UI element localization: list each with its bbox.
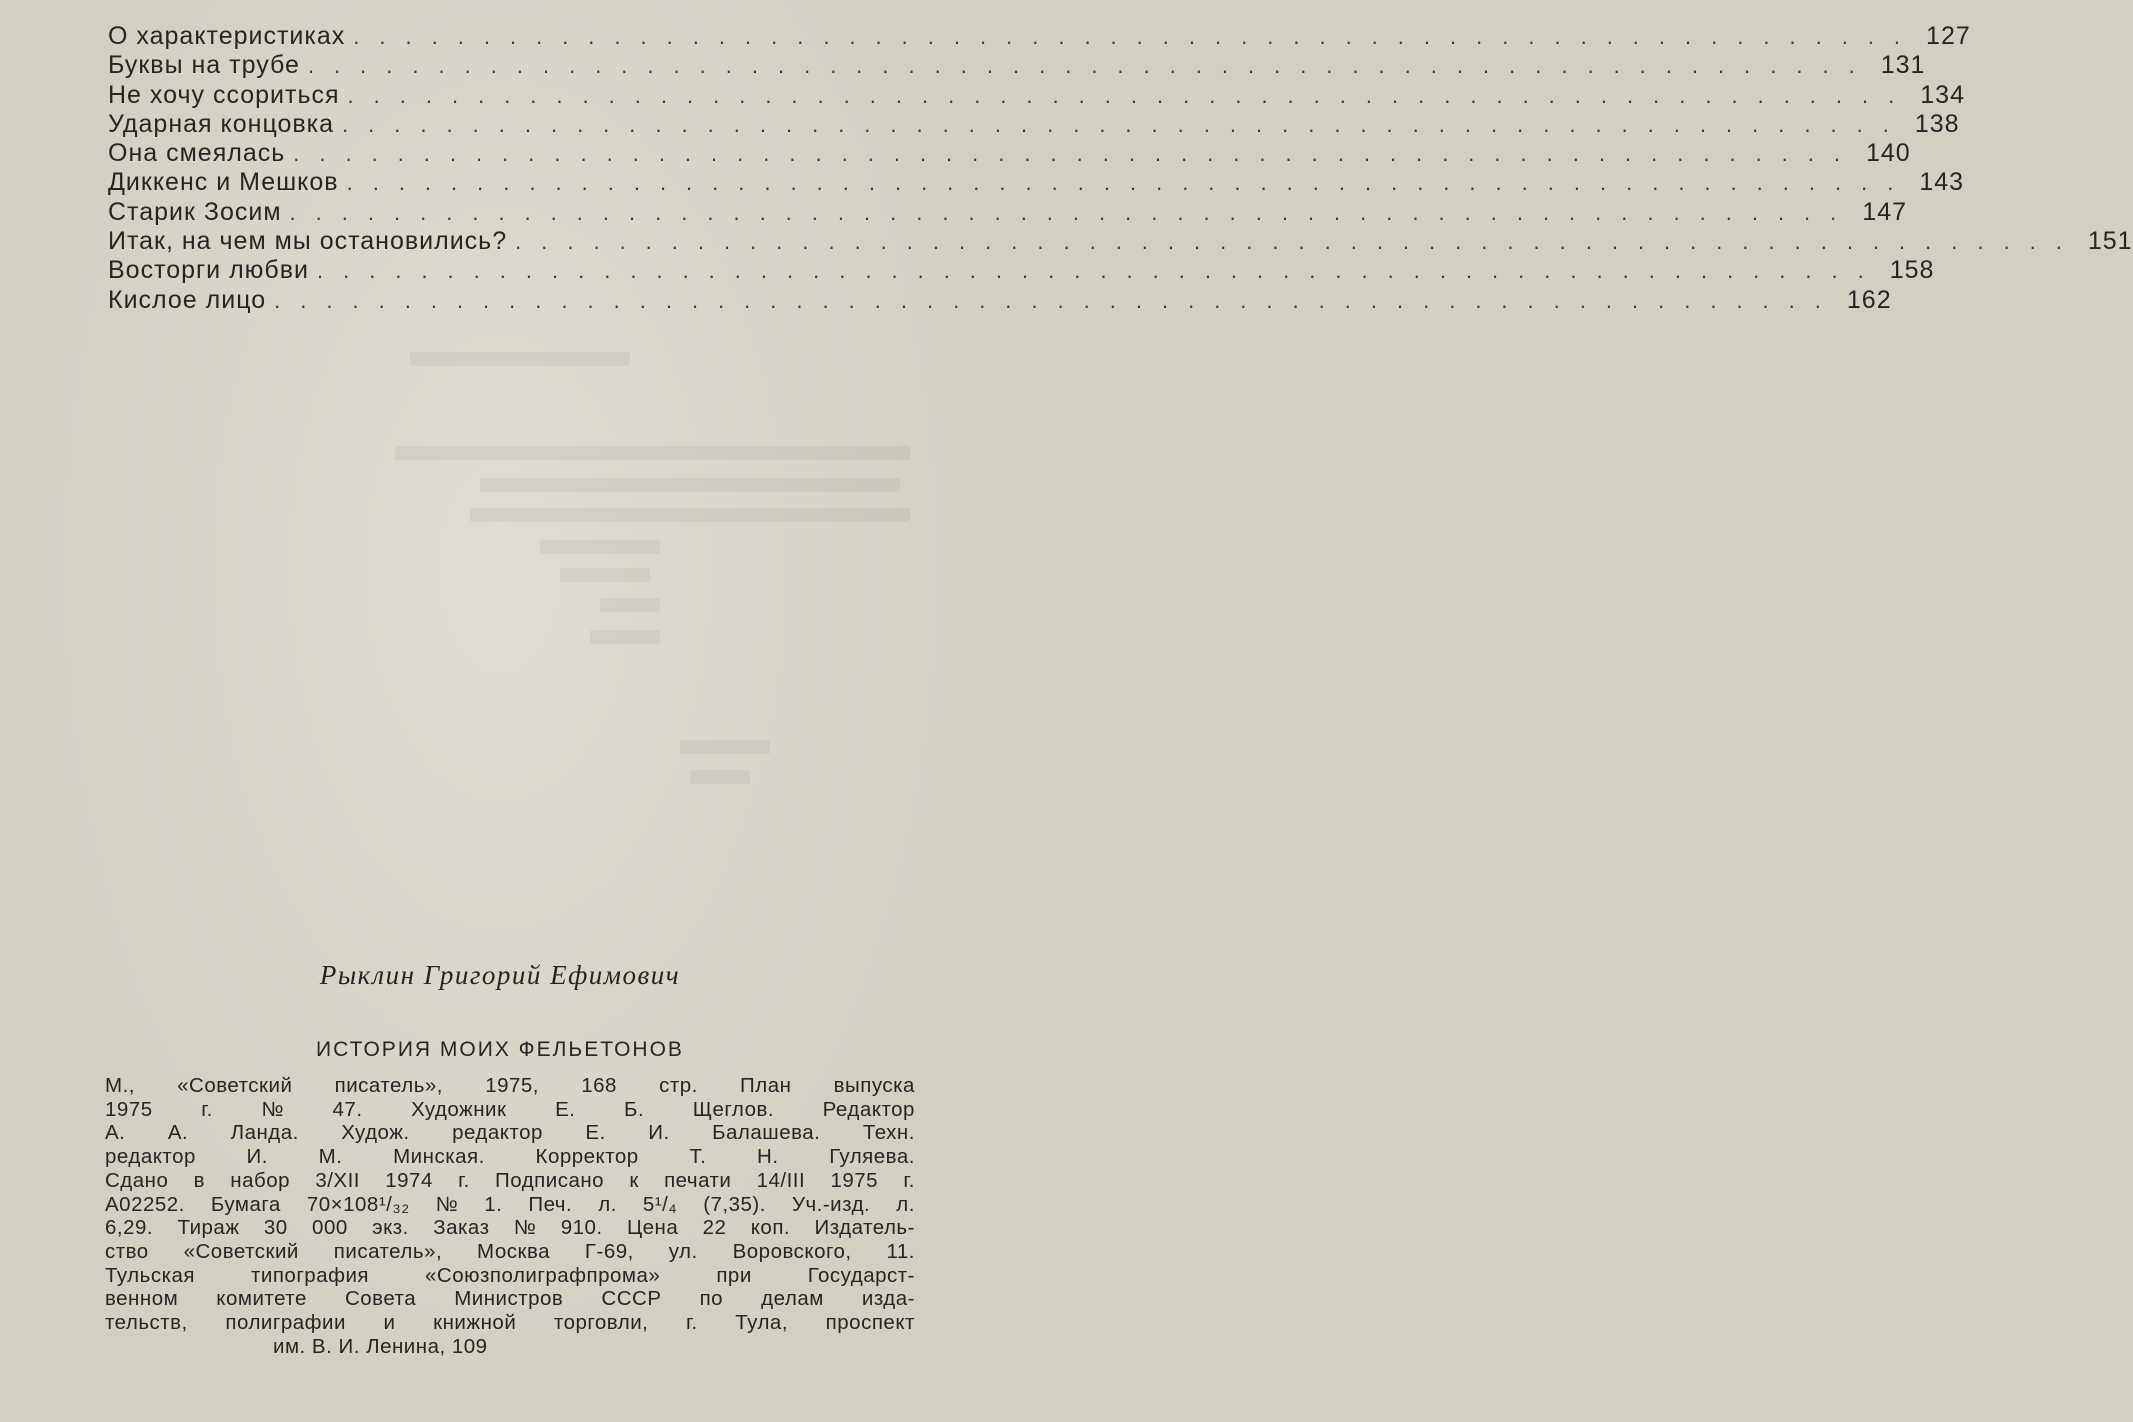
toc-entry-page: 131: [1880, 51, 1926, 80]
toc-entry-title: Восторги любви: [108, 256, 309, 285]
author-name: Рыклин Григорий Ефимович: [319, 960, 681, 990]
toc-leader-dots: ............................................................: [346, 170, 1914, 196]
toc-entry: [108, 80, 1965, 110]
toc-entry-title: Она смеялась: [108, 139, 286, 168]
toc-entry-title: О характеристиках: [108, 22, 346, 50]
toc-entry-title: Ударная концовка: [108, 109, 335, 138]
toc-entry-page: 134: [1920, 80, 1965, 109]
toc-leader-dots: ............................................................: [347, 82, 1915, 108]
imprint-line: А. А. Ланда. Худож. редактор Е. И. Балашева. Техн.: [105, 1121, 915, 1145]
toc-entry-page: 140: [1866, 139, 1911, 168]
toc-leader-dots: ............................................................: [342, 111, 1909, 137]
toc-entry-page: 158: [1889, 256, 1935, 285]
toc-entry-page: 127: [1926, 22, 1971, 50]
toc-entry-title: Кислое лицо: [108, 285, 267, 314]
toc-leader-dots: ............................................................: [274, 287, 1841, 313]
toc-entry: [108, 139, 1911, 168]
imprint-line: А02252. Бумага 70×108¹/₃₂ № 1. Печ. л. 5¹/₄ (7,35). Уч.-изд. л.: [105, 1192, 915, 1216]
toc-entry: [108, 51, 1926, 80]
toc-entry-title: Не хочу ссориться: [108, 80, 340, 109]
toc-entry: [108, 22, 1971, 51]
toc-entry-page: 138: [1914, 109, 1960, 138]
toc-entry: [108, 197, 1908, 227]
toc-leader-dots: ............................................................: [317, 258, 1884, 284]
imprint-line: ство «Советский писатель», Москва Г-69, ул. Воровского, 11.: [105, 1239, 915, 1263]
book-title: ИСТОРИЯ МОИХ ФЕЛЬЕТОНОВ: [316, 1038, 684, 1061]
toc-entry-title: Диккенс и Мешков: [108, 168, 339, 197]
toc-entry-page: 151: [2087, 227, 2133, 256]
toc-entry-title: Буквы на трубе: [108, 51, 300, 80]
toc-entry: [108, 109, 1960, 139]
toc-entry-page: 162: [1846, 285, 1892, 314]
imprint-line: венном комитете Совета Министров СССР по делам изда-: [105, 1287, 915, 1311]
imprint-line: Тульская типография «Союзполиграфпрома» при Государст-: [105, 1263, 915, 1287]
toc-entry: [108, 168, 1965, 197]
toc-entry: [108, 285, 1892, 315]
imprint-block: [105, 1074, 915, 1358]
toc-leader-dots: ............................................................: [293, 141, 1860, 167]
toc-leader-dots: ............................................................: [515, 229, 2082, 255]
toc-leader-dots: ............................................................: [307, 53, 1875, 79]
imprint-line: им. В. И. Ленина, 109: [273, 1334, 488, 1358]
toc-leader-dots: ............................................................: [289, 199, 1857, 225]
imprint-line: Сдано в набор 3/XII 1974 г. Подписано к печати 14/III 1975 г.: [105, 1168, 915, 1192]
toc-entry: [108, 256, 1935, 285]
imprint-line: редактор И. М. Минская. Корректор Т. Н. Гуляева.: [105, 1145, 915, 1169]
toc-entry-title: Старик Зосим: [108, 197, 282, 226]
toc-leader-dots: ............................................................: [353, 24, 1921, 49]
toc-entry-page: 147: [1862, 197, 1908, 226]
toc-entry: [108, 227, 2133, 256]
imprint-line: 6,29. Тираж 30 000 экз. Заказ № 910. Цена 22 коп. Издатель-: [105, 1216, 915, 1240]
imprint-line: 1975 г. № 47. Художник Е. Б. Щеглов. Редактор: [105, 1097, 915, 1121]
toc-entry-page: 143: [1919, 168, 1965, 197]
toc-entry-title: Итак, на чем мы остановились?: [108, 227, 508, 256]
table-of-contents: [108, 22, 2133, 315]
imprint-line: тельств, полиграфии и книжной торговли, г. Тула, проспект: [105, 1311, 915, 1335]
imprint-line: М., «Советский писатель», 1975, 168 стр. План выпуска: [105, 1074, 915, 1097]
